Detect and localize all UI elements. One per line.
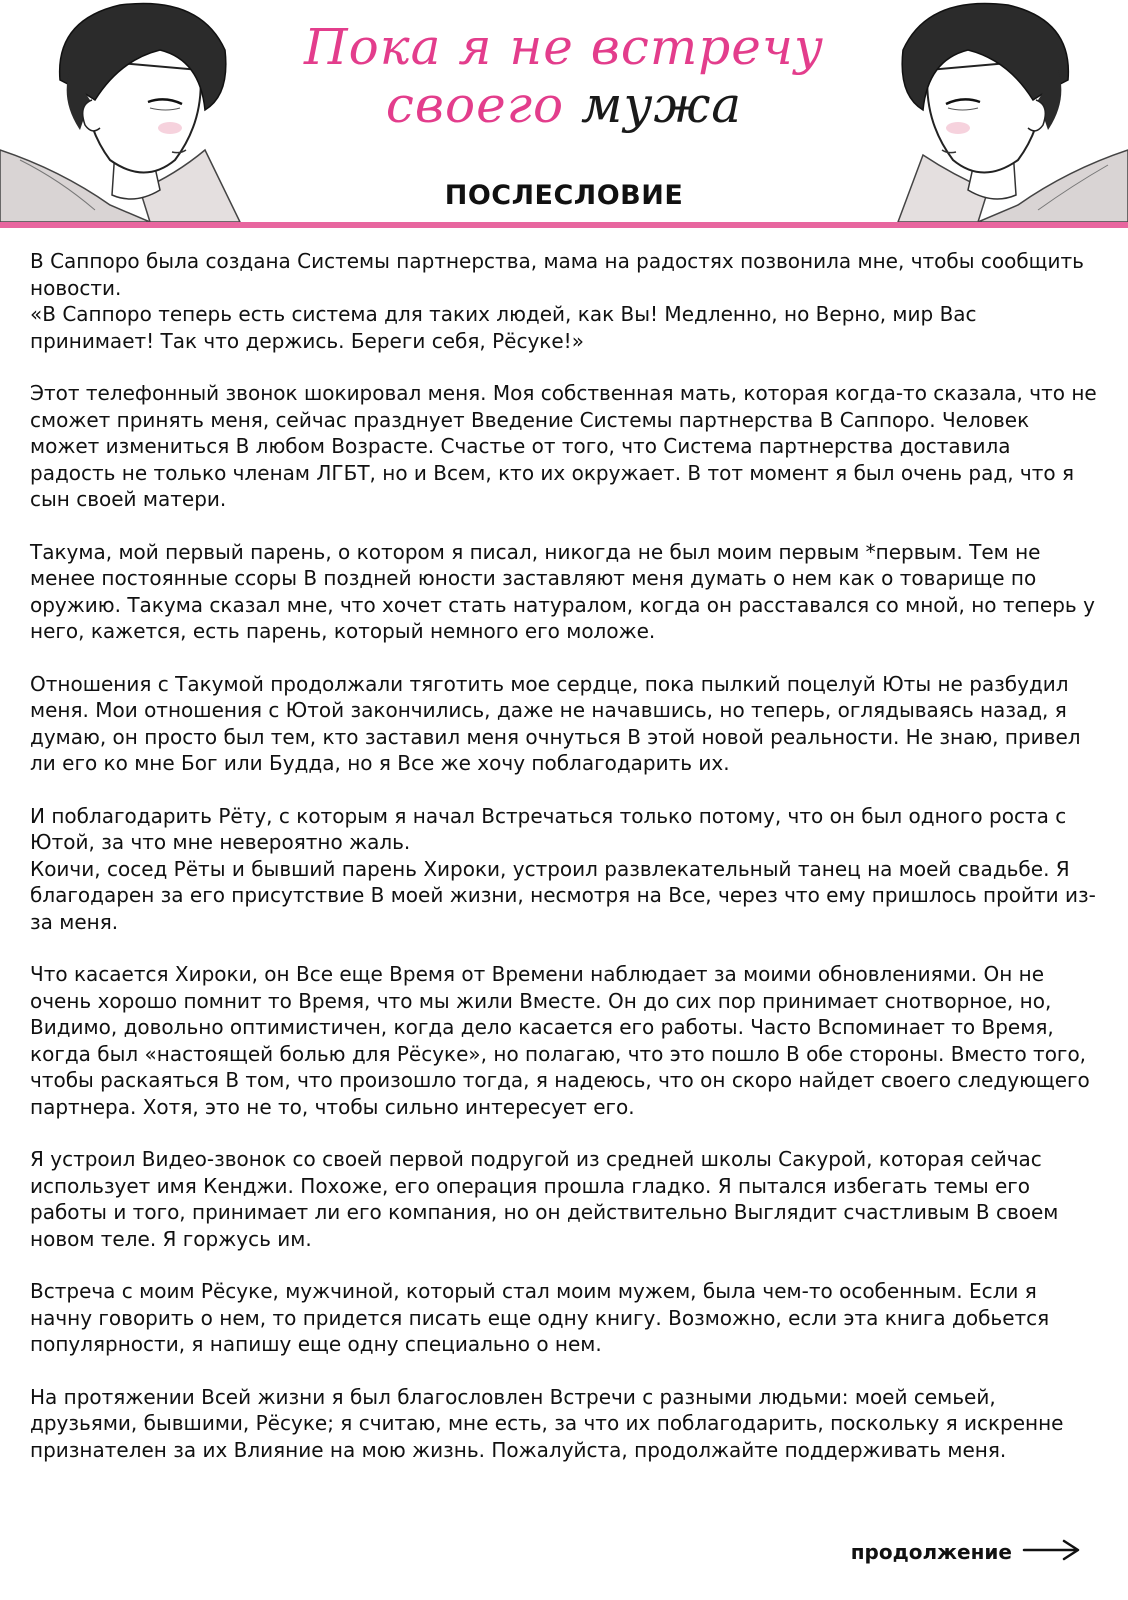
afterword-text [30, 248, 1100, 1489]
paragraph [30, 380, 1100, 513]
paragraph-line: Отношения с Такумой продолжали тяготить мое сердце, пока пылкий поцелуй Юты не разбудил меня. Мои отношения с Ютой закончились, даже не начавшись, но теперь, оглядываясь назад, я думаю, он просто был тем, кто заставил меня очнуться В этой новой реальности. Не знаю, привел ли его ко мне Бог или Будда, но я Все же хочу поблагодарить их. [30, 671, 1081, 775]
paragraph-line: Этот телефонный звонок шокировал меня. Моя собственная мать, которая когда-то сказала, что не сможет принять меня, сейчас празднует Введение Системы партнерства В Саппоро. Человек может измениться В любом Возрасте. Счастье от того, что Система партнерства доставила радость не только членам ЛГБТ, но и Всем, кто их окружает. В тот момент я был очень рад, что я сын своей матери. [30, 381, 1097, 511]
paragraph-line: Я устроил Видео-звонок со своей первой подругой из средней школы Сакурой, которая сейчас использует имя Кенджи. Похоже, его операция прошла гладко. Я пытался избегать темы его работы и того, принимает ли его компания, но он действительно Выглядит счастливым В своем новом теле. Я горжусь им. [30, 1147, 1059, 1251]
title-line-1: Пока я не встречу [304, 18, 824, 76]
paragraph [30, 248, 1100, 354]
paragraph [30, 803, 1100, 936]
paragraph-line: Встреча с моим Рёсуке, мужчиной, который стал моим мужем, была чем-то особенным. Если я начну говорить о нем, то придется писать еще одну книгу. Возможно, если эта книга добьется популярности, я напишу еще одну специально о нем. [30, 1279, 1050, 1356]
paragraph-line: «В Саппоро теперь есть система для таких людей, как Вы! Медленно, но Верно, мир Вас принимает! Так что держись. Береги себя, Рёсуке!» [30, 302, 977, 353]
header-divider [0, 222, 1128, 228]
page-header [0, 0, 1128, 228]
paragraph [30, 1278, 1100, 1358]
title-line-2 [300, 76, 828, 134]
paragraph [30, 539, 1100, 645]
arrow-right-icon-drawing [1022, 1538, 1082, 1562]
paragraph [30, 1146, 1100, 1252]
paragraph [30, 671, 1100, 777]
paragraph [30, 961, 1100, 1120]
section-heading: ПОСЛЕСЛОВИЕ [444, 180, 684, 211]
continue-link[interactable] [851, 1538, 1082, 1566]
paragraph-line: На протяжении Всей жизни я был благословлен Встречи с разными людьми: моей семьей, друзьями, бывшими, Рёсуке; я считаю, мне есть, за что их поблагодарить, поскольку я искренне признателен за их Влияние на мою жизнь. Пожалуйста, продолжайте поддерживать меня. [30, 1384, 1064, 1462]
paragraph [30, 1384, 1100, 1464]
paragraph-line: Такума, мой первый парень, о котором я писал, никогда не был моим первым *первым. Тем не менее постоянные ссоры В поздней юности заставляют меня думать о нем как о товарище по оружию. Такума сказал мне, что хочет стать натуралом, когда он расставался со мной, но теперь у него, кажется, есть парень, который немного его моложе. [30, 539, 1095, 643]
paragraph-line: Коичи, сосед Рёты и бывший парень Хироки, устроил развлекательный танец на моей свадьбе. Я благодарен за его присутствие В моей жизни, несмотря на Все, через что ему пришлось пройти из-за меня. [30, 856, 1096, 934]
paragraph-line: Что касается Хироки, он Все еще Время от Времени наблюдает за моими обновлениями. Он не очень хорошо помнит то Время, что мы жили Вместе. Он до сих пор принимает снотворное, но, Видимо, довольно оптимистичен, когда дело касается его работы. Часто Вспоминает то Время, когда был «настоящей болью для Рёсуке», но полагаю, что это пошло В обе стороны. Вместо того, чтобы раскаяться В том, что произошло тогда, я надеюсь, что он скоро найдет своего следующего партнера. Хотя, это не то, чтобы сильно интересует его. [30, 962, 1090, 1119]
paragraph-line: И поблагодарить Рёту, с которым я начал Встречаться только потому, что он был одного роста с Ютой, за что мне невероятно жаль. [30, 803, 1067, 854]
paragraph-line: В Саппоро была создана Системы партнерства, мама на радостях позвонила мне, чтобы сообщить новости. [30, 249, 1084, 300]
title-word-pink: своего [385, 76, 565, 134]
arrow-right-icon [1022, 1538, 1082, 1566]
manga-title [300, 18, 828, 134]
continue-label: продолжение [850, 1540, 1012, 1564]
title-word-dark: мужа [580, 76, 743, 134]
